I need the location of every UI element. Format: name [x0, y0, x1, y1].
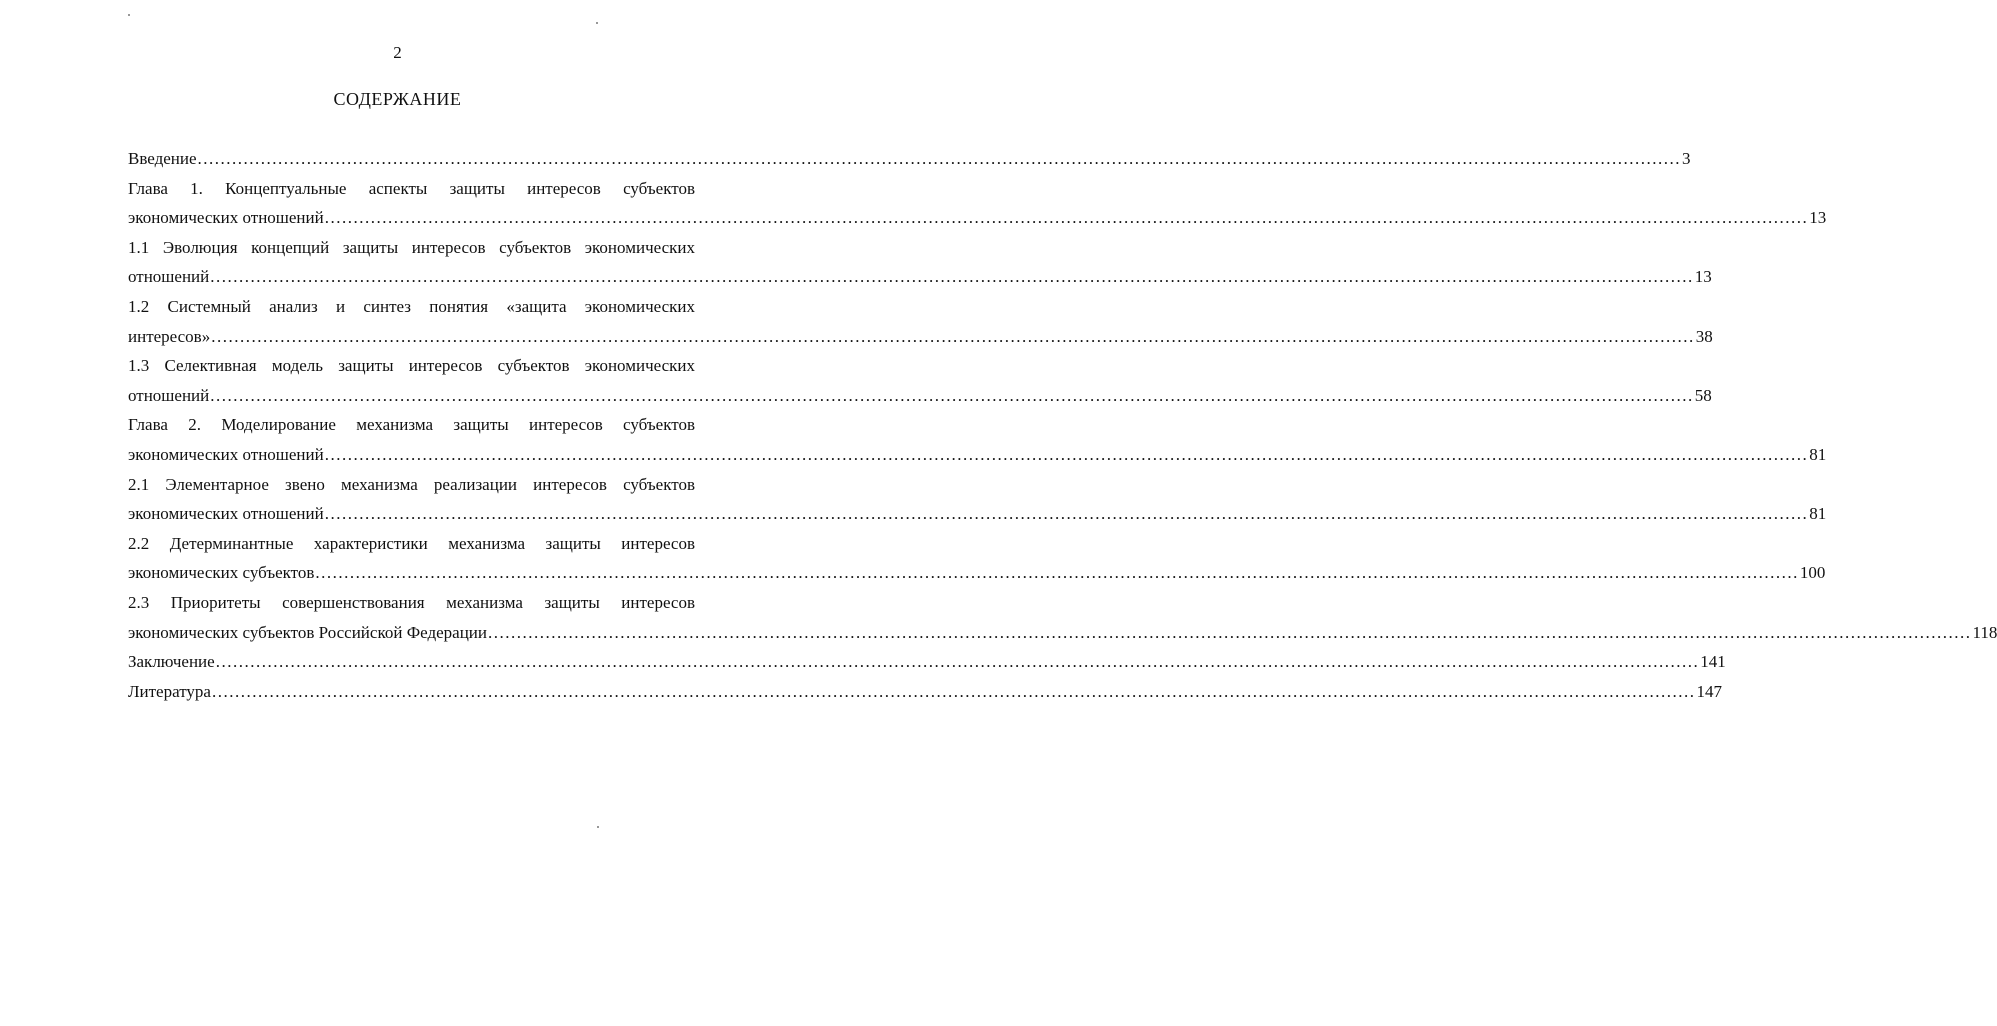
scan-speck	[128, 14, 130, 16]
toc-entry-title: 2.3 Приоритеты совершенствования механизма защиты интересов	[128, 592, 695, 612]
toc-leader: ..................................................................................................................................................................................................................................................................	[324, 444, 1809, 464]
toc-entry-title: 1.2 Системный анализ и синтез понятия «защита экономических	[128, 296, 695, 316]
toc-entry-title-end: экономических субъектов Российской Федерации	[128, 622, 487, 642]
toc-entry-title: Глава 2. Моделирование механизма защиты интересов субъектов	[128, 415, 695, 435]
toc-leader: ..................................................................................................................................................................................................................................................................	[211, 326, 1695, 346]
toc-page-number: 13	[1809, 208, 1827, 228]
toc-page-number: 58	[1694, 385, 1712, 405]
toc-entry-title: Глава 1. Концептуальные аспекты защиты интересов субъектов	[128, 178, 695, 198]
table-of-contents	[128, 144, 1997, 706]
toc-page-number: 100	[1799, 563, 1826, 583]
toc-leader: ..................................................................................................................................................................................................................................................................	[315, 563, 1799, 583]
toc-page-number: 38	[1695, 326, 1713, 346]
toc-page-number: 13	[1694, 267, 1712, 287]
toc-leader: ..................................................................................................................................................................................................................................................................	[211, 681, 1696, 701]
toc-entry-section-2-3	[128, 588, 1997, 647]
scan-speck	[596, 22, 598, 24]
toc-entry-title-end: отношений	[128, 385, 210, 405]
toc-entry-label: Литература	[128, 681, 211, 701]
toc-entry-title-end: экономических отношений	[128, 444, 324, 464]
toc-leader: ..................................................................................................................................................................................................................................................................	[210, 385, 1694, 405]
toc-leader: ..................................................................................................................................................................................................................................................................	[197, 149, 1682, 168]
toc-page-number: 81	[1809, 504, 1827, 524]
toc-page-number: 81	[1809, 444, 1827, 464]
toc-page-number: 118	[1972, 622, 1997, 642]
page-number: 2	[393, 43, 402, 62]
toc-entry-section-2-2	[128, 529, 1826, 588]
toc-entry-introduction	[128, 144, 1691, 174]
toc-entry-label: Введение	[128, 149, 197, 168]
toc-entry-chapter-2	[128, 410, 1827, 469]
toc-leader: ..................................................................................................................................................................................................................................................................	[215, 652, 1700, 672]
toc-entry-title-end: экономических отношений	[128, 504, 324, 524]
toc-entry-title-end: интересов»	[128, 326, 211, 346]
toc-entry-label: Заключение	[128, 652, 215, 672]
toc-page-number: 147	[1696, 681, 1722, 701]
toc-entry-title-end: отношений	[128, 267, 210, 287]
toc-entry-conclusion	[128, 647, 1726, 677]
toc-leader: ..................................................................................................................................................................................................................................................................	[324, 208, 1809, 228]
toc-leader: ..................................................................................................................................................................................................................................................................	[487, 622, 1972, 642]
toc-page-number: 3	[1682, 149, 1691, 168]
toc-entry-title: 2.2 Детерминантные характеристики механизма защиты интересов	[128, 533, 695, 553]
toc-leader: ..................................................................................................................................................................................................................................................................	[324, 504, 1809, 524]
toc-entry-literature	[128, 677, 1722, 707]
toc-entry-section-1-2	[128, 292, 1713, 351]
toc-entry-title-end: экономических отношений	[128, 208, 324, 228]
toc-entry-chapter-1	[128, 174, 1827, 233]
toc-entry-section-1-1	[128, 233, 1712, 292]
scan-speck	[597, 826, 599, 828]
toc-entry-title-end: экономических субъектов	[128, 563, 315, 583]
toc-entry-title: 1.1 Эволюция концепций защиты интересов субъектов экономических	[128, 237, 695, 257]
toc-entry-title: 2.1 Элементарное звено механизма реализации интересов субъектов	[128, 474, 695, 494]
toc-entry-title: 1.3 Селективная модель защиты интересов субъектов экономических	[128, 356, 695, 376]
page-title: СОДЕРЖАНИЕ	[333, 89, 462, 109]
toc-page-number: 141	[1700, 652, 1726, 672]
toc-entry-section-1-3	[128, 351, 1712, 410]
toc-entry-section-2-1	[128, 470, 1827, 529]
toc-leader: ..................................................................................................................................................................................................................................................................	[210, 267, 1694, 287]
